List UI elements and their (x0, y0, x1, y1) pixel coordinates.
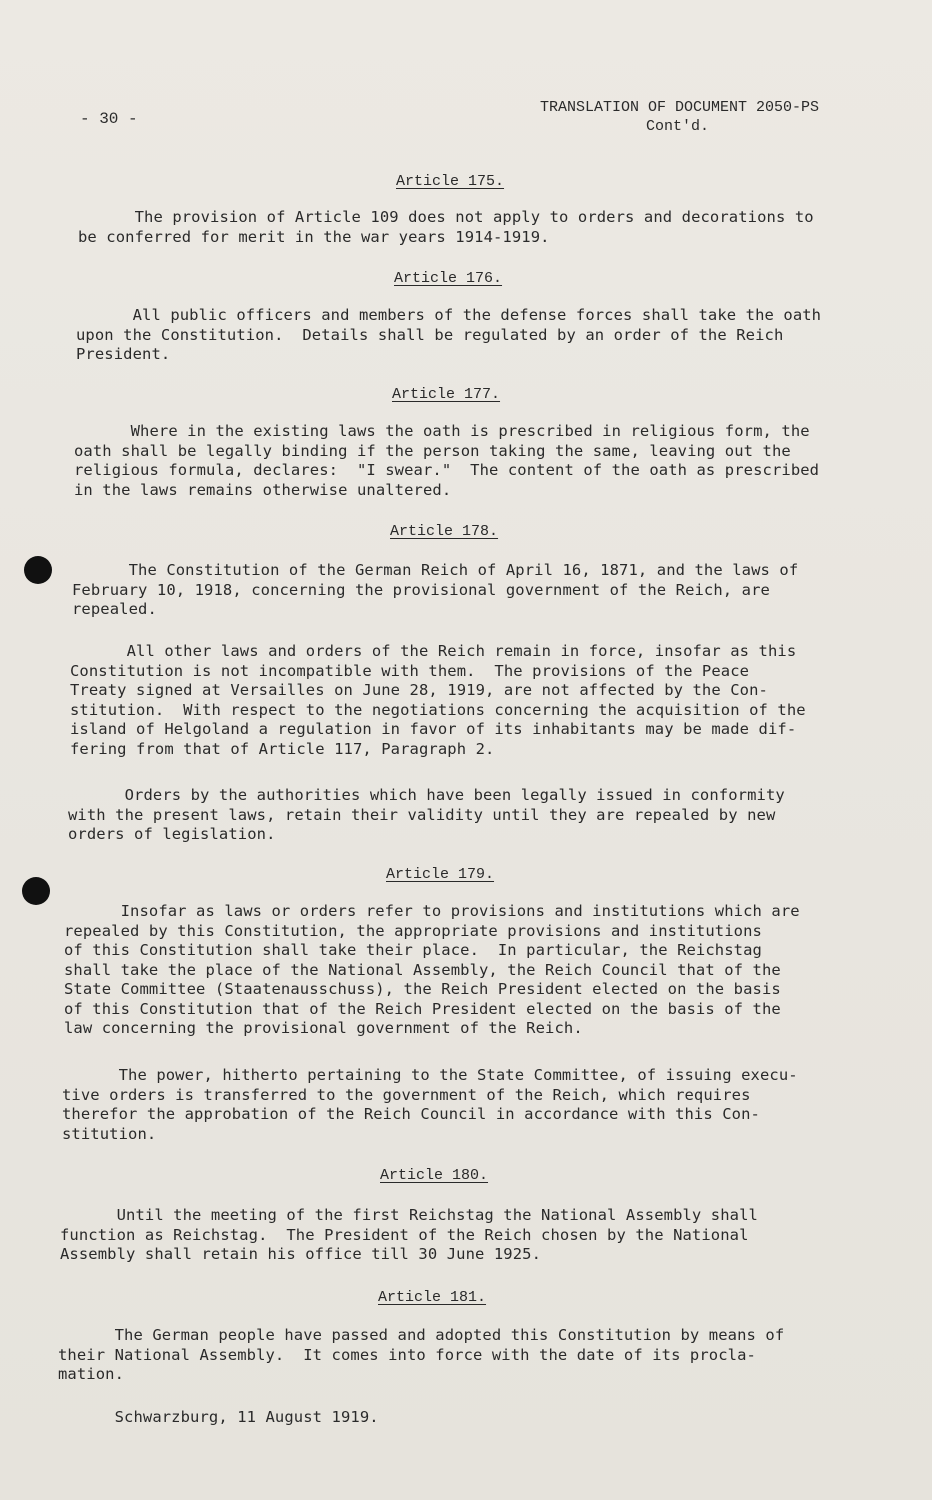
article-paragraph: Insofar as laws or orders refer to provisions and institutions which are repealed by this Constitution, the appropriate provisions and institutions of this Constitution shall take their place. In particular, the Reichstag shall take the place of the National Assembly, the Reich Council that of the State Committee (Staatenausschuss), the Reich President elected on the basis of this Constitution that of the Reich President elected on the basis of the law concerning the provisional government of the Reich. (64, 902, 800, 1037)
article-paragraph: The power, hitherto pertaining to the State Committee, of issuing execu- tive orders is transferred to the government of the Reich, which requires therefor the approbation of the Reich Council in accordance with this Con- stitution. (62, 1066, 798, 1143)
document-continued: Cont'd. (646, 118, 710, 135)
article-heading: Article 175. (396, 173, 505, 190)
page-number: - 30 - (80, 110, 138, 128)
article-heading: Article 181. (378, 1289, 487, 1306)
article-paragraph: All public officers and members of the defense forces shall take the oath upon the Constitution. Details shall be regulated by an order of the Reich President. (76, 306, 822, 363)
article-paragraph: All other laws and orders of the Reich remain in force, insofar as this Constitution is not incompatible with them. The provisions of the Peace Treaty signed at Versailles on June 28, 1919, are not affected by the Con- stitution. With respect to the negotiations concerning the acquisition of the island of Helgoland a regulation in favor of its inhabitants may be made dif- fering from that of Article 117, Paragraph 2. (70, 642, 806, 758)
article-paragraph: The Constitution of the German Reich of April 16, 1871, and the laws of February 10, 1918, concerning the provisional government of the Reich, are repealed. (72, 561, 799, 618)
article-heading: Article 176. (394, 270, 503, 287)
article-heading: Article 178. (390, 523, 499, 540)
article-paragraph: The provision of Article 109 does not apply to orders and decorations to be conferred for merit in the war years 1914-1919. (78, 208, 814, 246)
closing-line: Schwarzburg, 11 August 1919. (58, 1408, 379, 1426)
article-heading: Article 177. (392, 386, 501, 403)
article-heading: Article 179. (386, 866, 495, 883)
document-title: TRANSLATION OF DOCUMENT 2050-PS (540, 99, 820, 116)
article-paragraph: Until the meeting of the first Reichstag the National Assembly shall function as Reichstag. The President of the Reich chosen by the National Assembly shall retain his office till 30 June 1925. (60, 1206, 758, 1263)
article-paragraph: Orders by the authorities which have been legally issued in conformity with the present laws, retain their validity until they are repealed by new orders of legislation. (68, 786, 785, 843)
article-paragraph: The German people have passed and adopted this Constitution by means of their National Assembly. It comes into force with the date of its procla- mation. (58, 1326, 785, 1383)
punch-hole-bottom (22, 877, 50, 905)
article-paragraph: Where in the existing laws the oath is prescribed in religious form, the oath shall be legally binding if the person taking the same, leaving out the religious formula, declares: "I swear." The content of the oath as prescribed in the laws remains otherwise unaltered. (74, 422, 820, 499)
punch-hole-top (24, 556, 52, 584)
article-heading: Article 180. (380, 1167, 489, 1184)
document-header (540, 98, 850, 136)
